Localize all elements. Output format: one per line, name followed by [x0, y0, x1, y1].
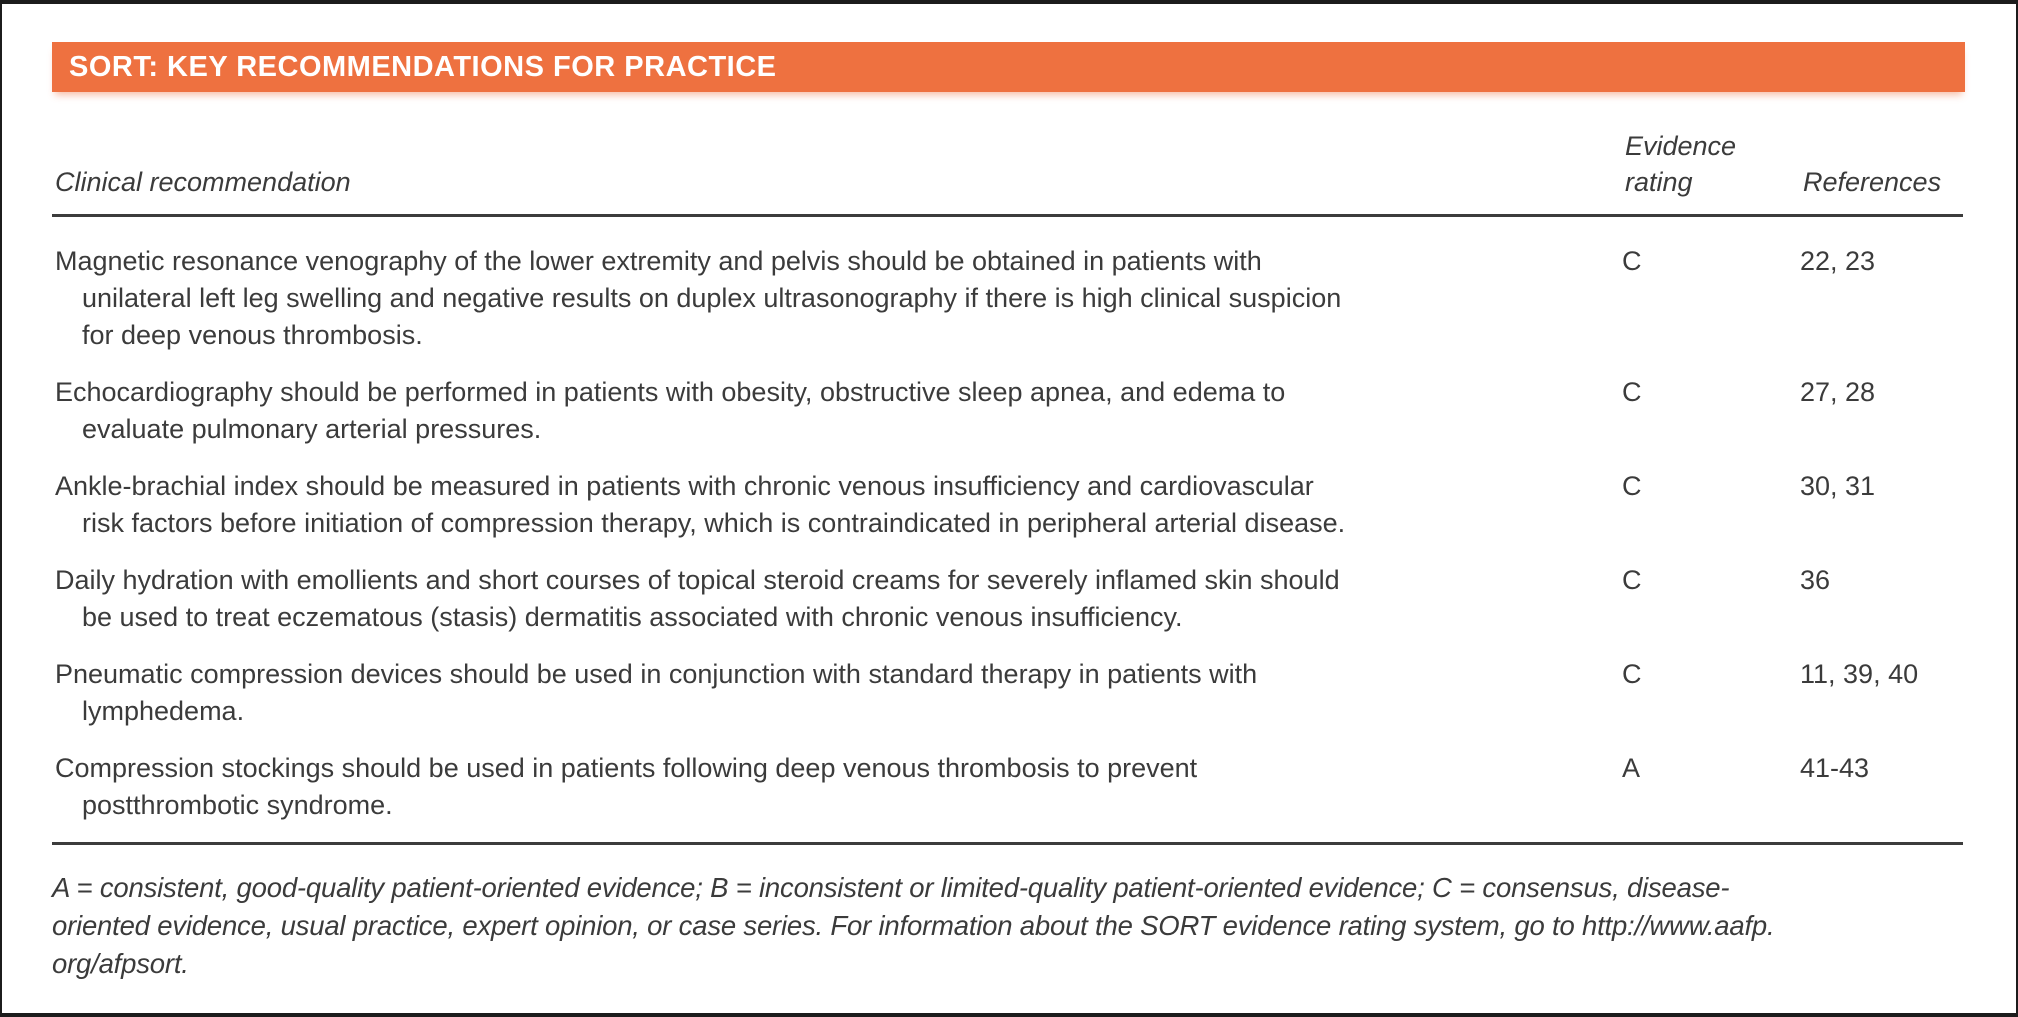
table-row [52, 448, 1963, 542]
evidence-rating-cell: C [1622, 377, 1642, 407]
table-title-bar [52, 42, 1965, 92]
evidence-rating-cell: C [1622, 246, 1642, 276]
recommendation-line: Magnetic resonance venography of the lower extremity and pelvis should be obtained in patients with [55, 246, 1262, 276]
table-title: SORT: KEY RECOMMENDATIONS FOR PRACTICE [69, 50, 777, 83]
column-header-clinical-recommendation: Clinical recommendation [55, 167, 351, 197]
evidence-rating-cell: C [1622, 565, 1642, 595]
references-cell: 41-43 [1800, 753, 1870, 783]
recommendation-line: lymphedema. [82, 696, 245, 726]
references-cell: 22, 23 [1800, 246, 1876, 276]
recommendation-cell [52, 374, 1622, 448]
recommendation-cell [52, 656, 1622, 730]
footnote-line: org/afpsort. [52, 948, 189, 979]
recommendation-line: Echocardiography should be performed in patients with obesity, obstructive sleep apnea, and edema to [55, 377, 1286, 407]
table-row [52, 636, 1963, 730]
table-column-headers [52, 92, 1963, 217]
references-cell: 11, 39, 40 [1800, 659, 1919, 689]
references-cell: 36 [1800, 565, 1831, 595]
recommendation-cell [52, 243, 1622, 354]
table-row [52, 217, 1963, 354]
recommendation-line: evaluate pulmonary arterial pressures. [82, 414, 542, 444]
recommendation-line: Daily hydration with emollients and short courses of topical steroid creams for severely inflamed skin should [55, 565, 1340, 595]
table-row [52, 354, 1963, 448]
sort-footnote [52, 842, 1963, 983]
recommendation-line: unilateral left leg swelling and negative results on duplex ultrasonography if there is high clinical suspicion [82, 283, 1342, 313]
column-header-evidence-rating: Evidence rating [1625, 131, 1737, 197]
recommendation-line: postthrombotic syndrome. [82, 790, 393, 820]
footnote-line: oriented evidence, usual practice, expert opinion, or case series. For information about the SORT evidence rating system, go to http://www.aafp. [52, 910, 1775, 941]
recommendation-line: Compression stockings should be used in patients following deep venous thrombosis to prevent [55, 753, 1198, 783]
recommendation-line: for deep venous thrombosis. [82, 320, 423, 350]
recommendation-cell [52, 750, 1622, 824]
evidence-rating-cell: C [1622, 659, 1642, 689]
references-cell: 30, 31 [1800, 471, 1876, 501]
recommendation-line: risk factors before initiation of compression therapy, which is contraindicated in peripheral arterial disease. [82, 508, 1346, 538]
recommendation-cell [52, 468, 1622, 542]
table-body [52, 217, 1963, 824]
recommendation-line: Pneumatic compression devices should be used in conjunction with standard therapy in patients with [55, 659, 1258, 689]
table-row [52, 542, 1963, 636]
evidence-rating-cell: A [1622, 753, 1641, 783]
recommendation-line: Ankle-brachial index should be measured in patients with chronic venous insufficiency and cardiovascular [55, 471, 1314, 501]
recommendations-table [52, 92, 1963, 824]
evidence-rating-cell: C [1622, 471, 1642, 501]
table-row [52, 730, 1963, 824]
recommendation-line: be used to treat eczematous (stasis) dermatitis associated with chronic venous insufficiency. [82, 602, 1183, 632]
footnote-line: A = consistent, good-quality patient-oriented evidence; B = inconsistent or limited-quality patient-oriented evidence; C = consensus, disease- [52, 872, 1730, 903]
recommendation-cell [52, 562, 1622, 636]
references-cell: 27, 28 [1800, 377, 1876, 407]
column-header-references: References [1803, 167, 1942, 197]
